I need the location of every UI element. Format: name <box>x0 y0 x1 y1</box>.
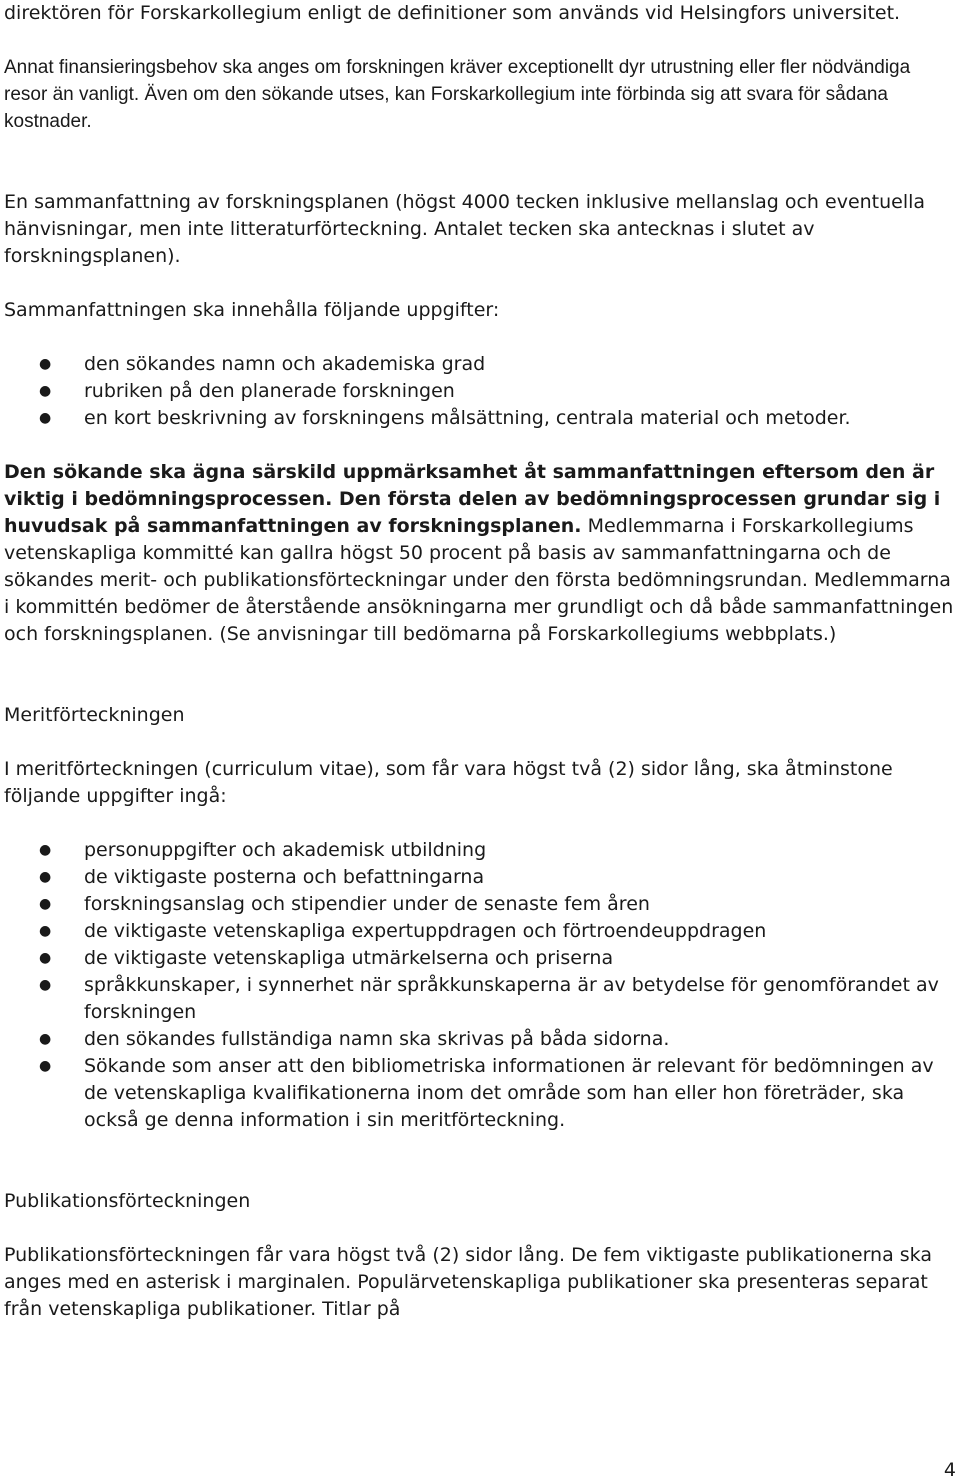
list-item: ● den sökandes fullständiga namn ska skrivas på båda sidorna. <box>4 1026 954 1053</box>
bullet-icon: ● <box>39 410 52 426</box>
page-number: 4 <box>943 1459 956 1481</box>
list-item: ● forskningsanslag och stipendier under de senaste fem åren <box>4 891 954 918</box>
list-item: ● rubriken på den planerade forskningen <box>4 378 954 405</box>
cv-list <box>4 837 954 1134</box>
list-item: ● de viktigaste vetenskapliga utmärkelserna och priserna <box>4 945 954 972</box>
list-item: ● de viktigaste vetenskapliga expertuppdragen och förtroendeuppdragen <box>4 918 954 945</box>
list-item: ● Sökande som anser att den bibliometriska informationen är relevant för bedömningen av de vetenskapliga kvalifikationerna inom det område som han eller hon företräder, ska också ge denna information i sin meritförteckning. <box>39 1055 934 1131</box>
paragraph-summary: En sammanfattning av forskningsplanen (högst 4000 tecken inklusive mellanslag och eventuella hänvisningar, men inte litteraturförteckning. Antalet tecken ska antecknas i slutet av forskningsplanen). <box>4 191 926 267</box>
bullet-icon: ● <box>39 950 52 966</box>
bullet-icon: ● <box>39 842 52 858</box>
bullet-icon: ● <box>39 977 52 993</box>
section-heading-cv: Meritförteckningen <box>4 704 185 726</box>
bullet-icon: ● <box>39 869 52 885</box>
document-page <box>4 0 954 1323</box>
list-item: ● den sökandes namn och akademiska grad <box>4 351 954 378</box>
paragraph-intro-tail: direktören för Forskarkollegium enligt de definitioner som används vid Helsingfors universitet. <box>4 2 901 24</box>
section-heading-publications: Publikationsförteckningen <box>4 1190 251 1212</box>
bold-statement-1: Den sökande ska ägna särskild uppmärksamhet åt sammanfattningen eftersom den är viktig i bedömningsprocessen. <box>4 461 935 510</box>
paragraph-publications: Publikationsförteckningen får vara högst två (2) sidor lång. De fem viktigaste publikationerna ska anges med en asterisk i marginalen. Populärvetenskapliga publikationer ska presenteras separat från vetenskapliga publikationer. Titlar på <box>4 1244 932 1320</box>
list-item: ● språkkunskaper, i synnerhet när språkkunskaperna är av betydelse för genomförandet av forskningen <box>39 974 939 1023</box>
paragraph-summary-contents: Sammanfattningen ska innehålla följande uppgifter: <box>4 299 500 321</box>
bold-statement-2: Den första delen av bedömningsprocessen grundar sig i huvudsak på sammanfattningen av forskningsplanen. <box>4 488 941 537</box>
bullet-icon: ● <box>39 356 52 372</box>
bullet-icon: ● <box>39 1031 52 1047</box>
emphasis-rest: Medlemmarna i Forskarkollegiums vetenskapliga kommitté kan gallra högst 50 procent på basis av sammanfattningarna och de sökandes merit- och publikationsförteckningar under den första bedömningsrundan. Medlemmarna i kommittén bedömer de återstående ansökningarna mer grundligt och då både sammanfattningen och forskningsplanen. (Se anvisningar till bedömarna på Forskarkollegiums webbplats.) <box>4 515 954 645</box>
summary-list <box>4 351 954 432</box>
paragraph-cv-intro: I meritförteckningen (curriculum vitae), som får vara högst två (2) sidor lång, ska åtminstone följande uppgifter ingå: <box>4 758 893 807</box>
list-item: ● de viktigaste posterna och befattningarna <box>4 864 954 891</box>
list-item: ● personuppgifter och akademisk utbildning <box>4 837 954 864</box>
bullet-icon: ● <box>39 923 52 939</box>
bullet-icon: ● <box>39 1058 52 1074</box>
paragraph-emphasis <box>4 459 954 648</box>
bullet-icon: ● <box>39 383 52 399</box>
bullet-icon: ● <box>39 896 52 912</box>
list-item: ● en kort beskrivning av forskningens målsättning, centrala material och metoder. <box>4 405 954 432</box>
paragraph-finance: Annat finansieringsbehov ska anges om forskningen kräver exceptionellt dyr utrustning eller fler nödvändiga resor än vanligt. Även om den sökande utses, kan Forskarkollegium inte förbinda sig att svara för sådana kostnader. <box>4 57 911 132</box>
